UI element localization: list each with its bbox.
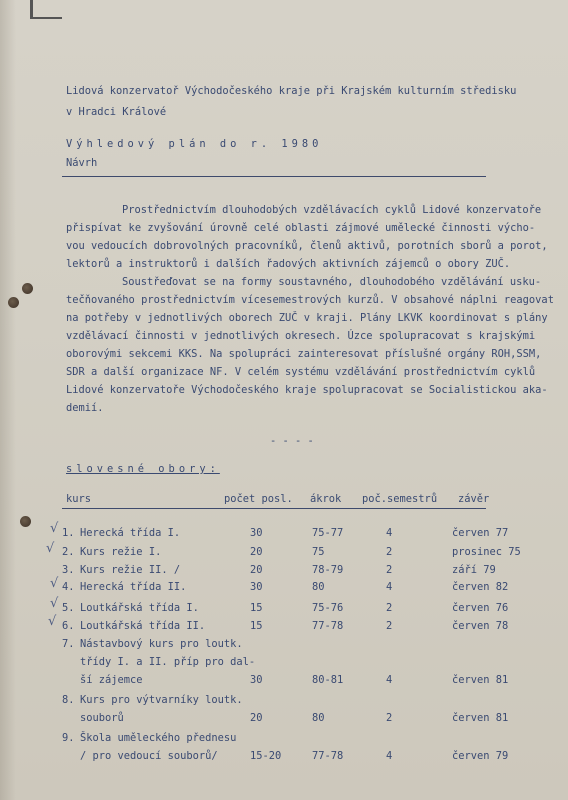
completion-date: červen 81 [452, 712, 509, 724]
semester-count: 4 [386, 750, 393, 762]
course-name: Kurs režie II. / [80, 564, 181, 576]
completion-date: červen 79 [452, 750, 509, 762]
check-mark: √ [50, 596, 59, 611]
completion-date: červen 78 [452, 620, 509, 632]
course-name: Herecká třída I. [80, 527, 181, 539]
school-year: 80-81 [312, 674, 344, 686]
course-name: třídy I. a II. příp pro dal- [80, 656, 256, 668]
body-line: vou vedoucích dobrovolných pracovníků, členů aktivů, porotních sborů a porot, [66, 240, 548, 252]
body-line: Lidové konzervatoře Východočeského kraje spolupracovat se Socialistickou aka- [66, 384, 548, 396]
check-mark: √ [46, 541, 55, 556]
check-mark: √ [50, 576, 59, 591]
col-header-kurs: kurs [66, 493, 92, 505]
document-subtitle: Návrh [66, 157, 98, 169]
table-header-rule [62, 508, 486, 509]
school-year: 75-77 [312, 527, 344, 539]
completion-date: červen 76 [452, 602, 509, 614]
header-line-1: Lidová konzervatoř Východočeského kraje při Krajském kulturním středisku [66, 85, 517, 97]
course-name: / pro vedoucí souborů/ [80, 750, 218, 762]
completion-date: červen 81 [452, 674, 509, 686]
school-year: 80 [312, 712, 325, 724]
body-line: oborovými sekcemi KKS. Na spolupráci zainteresovat příslušné orgány ROH,SSM, [66, 348, 542, 360]
semester-count: 2 [386, 546, 393, 558]
completion-date: červen 82 [452, 581, 509, 593]
participants-count: 15 [250, 602, 263, 614]
school-year: 75-76 [312, 602, 344, 614]
semester-count: 4 [386, 527, 393, 539]
participants-count: 15-20 [250, 750, 282, 762]
row-number: 7. [62, 638, 75, 650]
course-name: Kurs režie I. [80, 546, 162, 558]
course-name: ší zájemce [80, 674, 143, 686]
course-name: Kurs pro výtvarníky loutk. [80, 694, 243, 706]
semester-count: 2 [386, 620, 393, 632]
completion-date: červen 77 [452, 527, 509, 539]
school-year: 80 [312, 581, 325, 593]
row-number: 3. [62, 564, 75, 576]
semester-count: 2 [386, 564, 393, 576]
row-number: 1. [62, 527, 75, 539]
row-number: 6. [62, 620, 75, 632]
semester-count: 2 [386, 712, 393, 724]
course-name: Nástavbový kurs pro loutk. [80, 638, 243, 650]
course-name: Herecká třída II. [80, 581, 187, 593]
body-line: přispívat ke zvyšování úrovně celé oblasti zájmové umělecké činnosti výcho- [66, 222, 536, 234]
col-header-zaver: závěr [458, 493, 490, 505]
course-name: Loutkářská třída II. [80, 620, 206, 632]
row-number: 8. [62, 694, 75, 706]
check-mark: √ [48, 614, 57, 629]
col-header-akrok: ákrok [310, 493, 342, 505]
header-line-2: v Hradci Králové [66, 106, 167, 118]
course-name: souborů [80, 712, 124, 724]
body-line: na potřeby v jednotlivých oborech ZUČ v kraji. Plány LKVK koordinovat s plány [66, 312, 548, 324]
col-header-pocet: počet posl. [224, 493, 293, 505]
semester-count: 4 [386, 674, 393, 686]
participants-count: 20 [250, 564, 263, 576]
course-name: Škola uměleckého přednesu [80, 732, 237, 744]
participants-count: 15 [250, 620, 263, 632]
body-line: SDR a další organizace NF. V celém systému vzdělávání prostřednictvím cyklů [66, 366, 536, 378]
row-number: 2. [62, 546, 75, 558]
body-line: tečňovaného prostřednictvím vícesemestrových kurzů. V obsahové náplni reagovat [66, 294, 554, 306]
course-name: Loutkářská třída I. [80, 602, 199, 614]
school-year: 77-78 [312, 750, 344, 762]
row-number: 5. [62, 602, 75, 614]
completion-date: září 79 [452, 564, 496, 576]
body-line: Prostřednictvím dlouhodobých vzdělávacích cyklů Lidové konzervatoře [122, 204, 542, 216]
school-year: 75 [312, 546, 325, 558]
school-year: 77-78 [312, 620, 344, 632]
body-line: Soustřeďovat se na formy soustavného, dlouhodobého vzdělávání usku- [122, 276, 542, 288]
semester-count: 2 [386, 602, 393, 614]
body-line: vzdělávací činnosti v jednotlivých okresech. Úzce spolupracovat s krajskými [66, 330, 536, 342]
document-title: Výhledový plán do r. 1980 [66, 138, 323, 150]
school-year: 78-79 [312, 564, 344, 576]
participants-count: 20 [250, 712, 263, 724]
participants-count: 30 [250, 581, 263, 593]
punch-hole [20, 516, 31, 527]
punch-hole [8, 297, 19, 308]
participants-count: 30 [250, 674, 263, 686]
completion-date: prosinec 75 [452, 546, 521, 558]
title-underline [62, 176, 486, 177]
participants-count: 30 [250, 527, 263, 539]
punch-hole [22, 283, 33, 294]
semester-count: 4 [386, 581, 393, 593]
participants-count: 20 [250, 546, 263, 558]
check-mark: √ [50, 521, 59, 536]
section-title: slovesné obory: [66, 463, 220, 475]
row-number: 4. [62, 581, 75, 593]
separator: - - - - [270, 435, 314, 447]
row-number: 9. [62, 732, 75, 744]
body-line: lektorů a instruktorů i dalších řadových aktivních zájemců o obory ZUČ. [66, 258, 511, 270]
col-header-semestry: poč.semestrů [362, 493, 438, 505]
body-line: demií. [66, 402, 104, 414]
